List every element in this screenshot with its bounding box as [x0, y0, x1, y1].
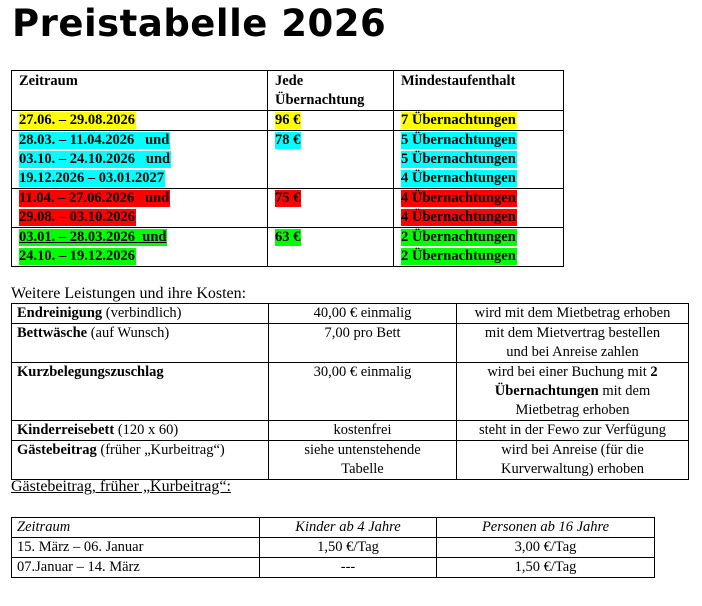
services-heading: Weitere Leistungen und ihre Kosten:	[11, 285, 247, 302]
price: 78 €	[275, 132, 301, 148]
tax-period: 07.Januar – 14. März	[12, 558, 260, 578]
service-note: (auf Wunsch)	[87, 325, 170, 341]
guest-tax-header	[12, 518, 655, 538]
service-note: (verbindlich)	[102, 305, 182, 321]
header-period: Zeitraum	[12, 518, 260, 538]
guest-tax-row	[12, 538, 655, 558]
tax-children: 1,50 €/Tag	[260, 538, 437, 558]
service-row	[12, 441, 689, 480]
min-stay: 4 Übernachtungen	[401, 190, 516, 206]
price-row-green	[12, 228, 564, 267]
service-info: mit dem Mietvertrag bestellen und bei Anreise zahlen	[457, 324, 689, 363]
price-table	[11, 70, 564, 267]
service-cost: 30,00 € einmalig	[269, 363, 457, 421]
service-cost: siehe untenstehende Tabelle	[269, 441, 457, 480]
service-info: steht in der Fewo zur Verfügung	[457, 421, 689, 441]
min-stay: 4 Übernachtungen	[401, 209, 516, 225]
service-info: wird mit dem Mietbetrag erhoben	[457, 304, 689, 324]
period: 19.12.2026 – 03.01.2027	[19, 170, 164, 186]
tax-period: 15. März – 06. Januar	[12, 538, 260, 558]
min-stay: 7 Übernachtungen	[401, 112, 516, 128]
header-per-night-line1: Jede	[275, 73, 304, 89]
service-name: Endreinigung	[17, 305, 103, 321]
services-table	[11, 303, 689, 480]
price-row-yellow	[12, 111, 564, 131]
service-cost: 7,00 pro Bett	[269, 324, 457, 363]
min-stay: 2 Übernachtungen	[401, 248, 516, 264]
page-title: Preistabelle 2026	[12, 2, 387, 45]
service-info-pre: wird bei einer Buchung mit	[487, 364, 651, 380]
min-stay: 4 Übernachtungen	[401, 170, 516, 186]
service-info	[457, 363, 689, 421]
min-stay: 5 Übernachtungen	[401, 132, 516, 148]
tax-adults: 1,50 €/Tag	[437, 558, 655, 578]
header-adults: Personen ab 16 Jahre	[437, 518, 655, 538]
period: 11.04. – 27.06.2026 und	[19, 190, 170, 206]
min-stay: 5 Übernachtungen	[401, 151, 516, 167]
price: 75 €	[275, 190, 301, 206]
period: 03.10. – 24.10.2026 und	[19, 151, 171, 167]
service-note: (120 x 60)	[114, 422, 179, 438]
service-name: Bettwäsche	[17, 325, 88, 341]
guest-tax-heading: Gästebeitrag, früher „Kurbeitrag“:	[11, 478, 231, 495]
guest-tax-table	[11, 517, 655, 578]
service-info-bold: 2 Übernachtungen	[494, 364, 658, 399]
header-per-night	[268, 71, 394, 111]
period: 24.10. – 19.12.2026	[19, 248, 135, 264]
period: 29.08. – 03.10.2026	[19, 209, 135, 225]
tax-children: ---	[260, 558, 437, 578]
service-cost: 40,00 € einmalig	[269, 304, 457, 324]
service-cost: kostenfrei	[269, 421, 457, 441]
service-name: Gästebeitrag	[17, 442, 97, 458]
header-period: Zeitraum	[12, 71, 268, 111]
price: 96 €	[275, 112, 301, 128]
period: 28.03. – 11.04.2026 und	[19, 132, 170, 148]
guest-tax-row	[12, 558, 655, 578]
service-row	[12, 324, 689, 363]
period: 27.06. – 29.08.2026	[19, 112, 135, 128]
header-per-night-line2: Übernachtung	[275, 92, 365, 108]
price-table-header	[12, 71, 564, 111]
service-row	[12, 421, 689, 441]
service-row	[12, 363, 689, 421]
header-children: Kinder ab 4 Jahre	[260, 518, 437, 538]
period: 03.01. – 28.03.2026 und	[19, 229, 167, 245]
tax-adults: 3,00 €/Tag	[437, 538, 655, 558]
header-min-stay: Mindestaufenthalt	[394, 71, 564, 111]
service-info: wird bei Anreise (für die Kurverwaltung) erhoben	[457, 441, 689, 480]
service-name: Kinderreisebett	[17, 422, 115, 438]
price: 63 €	[275, 229, 301, 245]
service-name: Kurzbelegungszuschlag	[17, 364, 164, 380]
service-note: (früher „Kurbeitrag“)	[96, 442, 225, 458]
min-stay: 2 Übernachtungen	[401, 229, 516, 245]
service-info-post: mit dem Mietbetrag erhoben	[515, 383, 651, 418]
price-row-cyan	[12, 131, 564, 189]
service-row	[12, 304, 689, 324]
price-row-red	[12, 189, 564, 228]
